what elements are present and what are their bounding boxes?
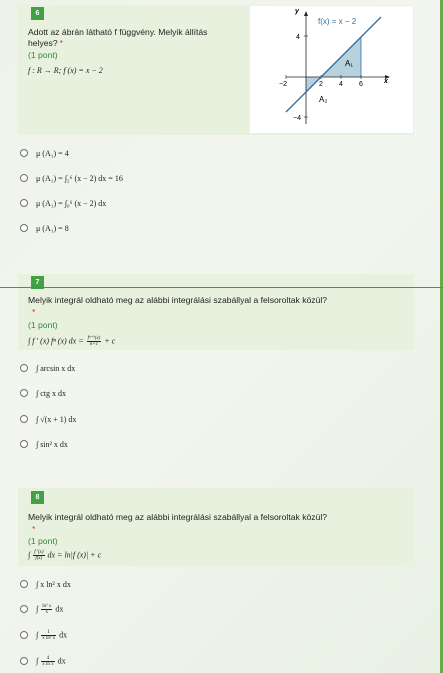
question-text-line1: Adott az ábrán látható f függvény. Melyik állítás xyxy=(28,27,208,37)
required-asterisk: * xyxy=(32,524,36,534)
radio-button[interactable] xyxy=(20,199,28,207)
option-denominator: x ln² x xyxy=(42,635,56,641)
option-label: ∫ sin² x dx xyxy=(36,439,68,449)
y-tick-label: −4 xyxy=(293,115,301,122)
option-denominator: x xyxy=(45,609,49,615)
y-axis-arrow xyxy=(304,11,308,16)
rule-denominator: n+1 xyxy=(89,342,99,347)
option-label xyxy=(36,630,67,641)
option-dx: dx xyxy=(57,655,66,665)
function-line xyxy=(286,17,381,112)
radio-button[interactable] xyxy=(20,631,28,639)
question-text: Melyik integrál oldható meg az alábbi integrálási szabállyal a felsoroltak közül? xyxy=(28,512,328,522)
option-label: ∫ ctg x dx xyxy=(36,388,66,398)
option-fraction xyxy=(41,656,54,667)
option-label: μ (A₁) = 8 xyxy=(36,223,69,233)
option-label: ∫ arcsin x dx xyxy=(36,363,76,373)
integration-rule xyxy=(28,336,115,347)
radio-button[interactable] xyxy=(20,657,28,665)
radio-button[interactable] xyxy=(20,605,28,613)
radio-button[interactable] xyxy=(20,364,28,372)
answer-option[interactable] xyxy=(20,578,71,590)
points-label: (1 pont) xyxy=(28,536,58,546)
function-graph xyxy=(250,6,413,133)
answer-option[interactable] xyxy=(20,413,76,425)
region-a2-label: A₂ xyxy=(319,95,328,104)
option-label: ∫ √(x + 1) dx xyxy=(36,414,77,424)
points-label: (1 pont) xyxy=(28,50,58,60)
option-numerator: 1 xyxy=(41,630,56,636)
option-numerator: 4 xyxy=(41,656,54,662)
rule-denominator: f(x) xyxy=(35,556,43,561)
question-text: Melyik integrál oldható meg az alábbi integrálási szabállyal a felsoroltak közül? xyxy=(28,295,328,305)
rule-fraction xyxy=(87,336,102,347)
x-tick-label: 2 xyxy=(319,81,323,88)
required-asterisk: * xyxy=(32,307,36,317)
required-asterisk: * xyxy=(59,38,63,48)
answer-option[interactable] xyxy=(20,655,66,667)
answer-option[interactable] xyxy=(20,222,69,234)
option-dx: dx xyxy=(59,629,68,639)
answer-option[interactable] xyxy=(20,172,123,184)
answer-option[interactable] xyxy=(20,387,66,399)
answer-option[interactable] xyxy=(20,362,75,374)
option-label: μ (A₁) = 4 xyxy=(36,148,69,158)
question-7-card xyxy=(18,274,414,350)
option-label: μ (A₁) = ∫₂⁶ (x − 2) dx = 16 xyxy=(36,173,123,183)
function-definition: f : R → R; f (x) = x − 2 xyxy=(28,66,103,75)
option-fraction xyxy=(41,630,56,641)
radio-button[interactable] xyxy=(20,415,28,423)
x-tick-label: 4 xyxy=(339,81,343,88)
option-label: μ (A₁) = ∫₀⁶ (x − 2) dx xyxy=(36,198,107,208)
x-axis-label: x xyxy=(384,78,388,85)
x-tick-label: −2 xyxy=(279,81,287,88)
option-label: ∫ x ln² x dx xyxy=(36,579,71,589)
rule-right: + c xyxy=(104,336,116,346)
rule-numerator: f ′(x) xyxy=(34,550,44,555)
region-a1-label: A₁ xyxy=(345,59,354,68)
option-label xyxy=(36,656,66,667)
option-dx: dx xyxy=(55,603,64,613)
option-label xyxy=(36,604,63,615)
option-fraction xyxy=(41,604,52,615)
radio-button[interactable] xyxy=(20,440,28,448)
rule-right: dx = ln|f (x)| + c xyxy=(47,550,102,560)
radio-button[interactable] xyxy=(20,149,28,157)
answer-option[interactable] xyxy=(20,438,68,450)
option-integral: ∫ xyxy=(36,655,39,665)
answer-option[interactable] xyxy=(20,197,106,209)
question-number-badge: 6 xyxy=(31,7,44,20)
function-graph-svg xyxy=(250,6,413,133)
rule-left: ∫ f ′ (x) fⁿ (x) dx = xyxy=(28,336,84,346)
option-integral: ∫ xyxy=(36,603,39,613)
rule-numerator: fⁿ⁺¹(x) xyxy=(87,336,101,341)
radio-button[interactable] xyxy=(20,174,28,182)
x-tick-label: 6 xyxy=(359,81,363,88)
radio-button[interactable] xyxy=(20,580,28,588)
radio-button[interactable] xyxy=(20,224,28,232)
answer-option[interactable] xyxy=(20,629,67,641)
integration-rule xyxy=(28,550,101,561)
rule-integral: ∫ xyxy=(28,550,31,560)
rule-fraction xyxy=(33,550,44,561)
question-text xyxy=(28,27,248,49)
question-number-badge: 8 xyxy=(31,491,44,504)
option-denominator: x ln x xyxy=(42,661,54,667)
answer-option[interactable] xyxy=(20,603,63,615)
answer-option[interactable] xyxy=(20,147,69,159)
question-text-line2: helyes? xyxy=(28,38,58,48)
radio-button[interactable] xyxy=(20,389,28,397)
function-label: f(x) = x − 2 xyxy=(318,17,357,26)
y-tick-label: 4 xyxy=(296,34,300,41)
option-numerator: ln² x xyxy=(42,603,52,609)
y-axis-label: y xyxy=(295,8,299,15)
points-label: (1 pont) xyxy=(28,320,58,330)
option-integral: ∫ xyxy=(36,629,39,639)
divider-line xyxy=(0,287,443,288)
question-number-badge: 7 xyxy=(31,276,44,289)
question-8-card xyxy=(18,488,414,566)
